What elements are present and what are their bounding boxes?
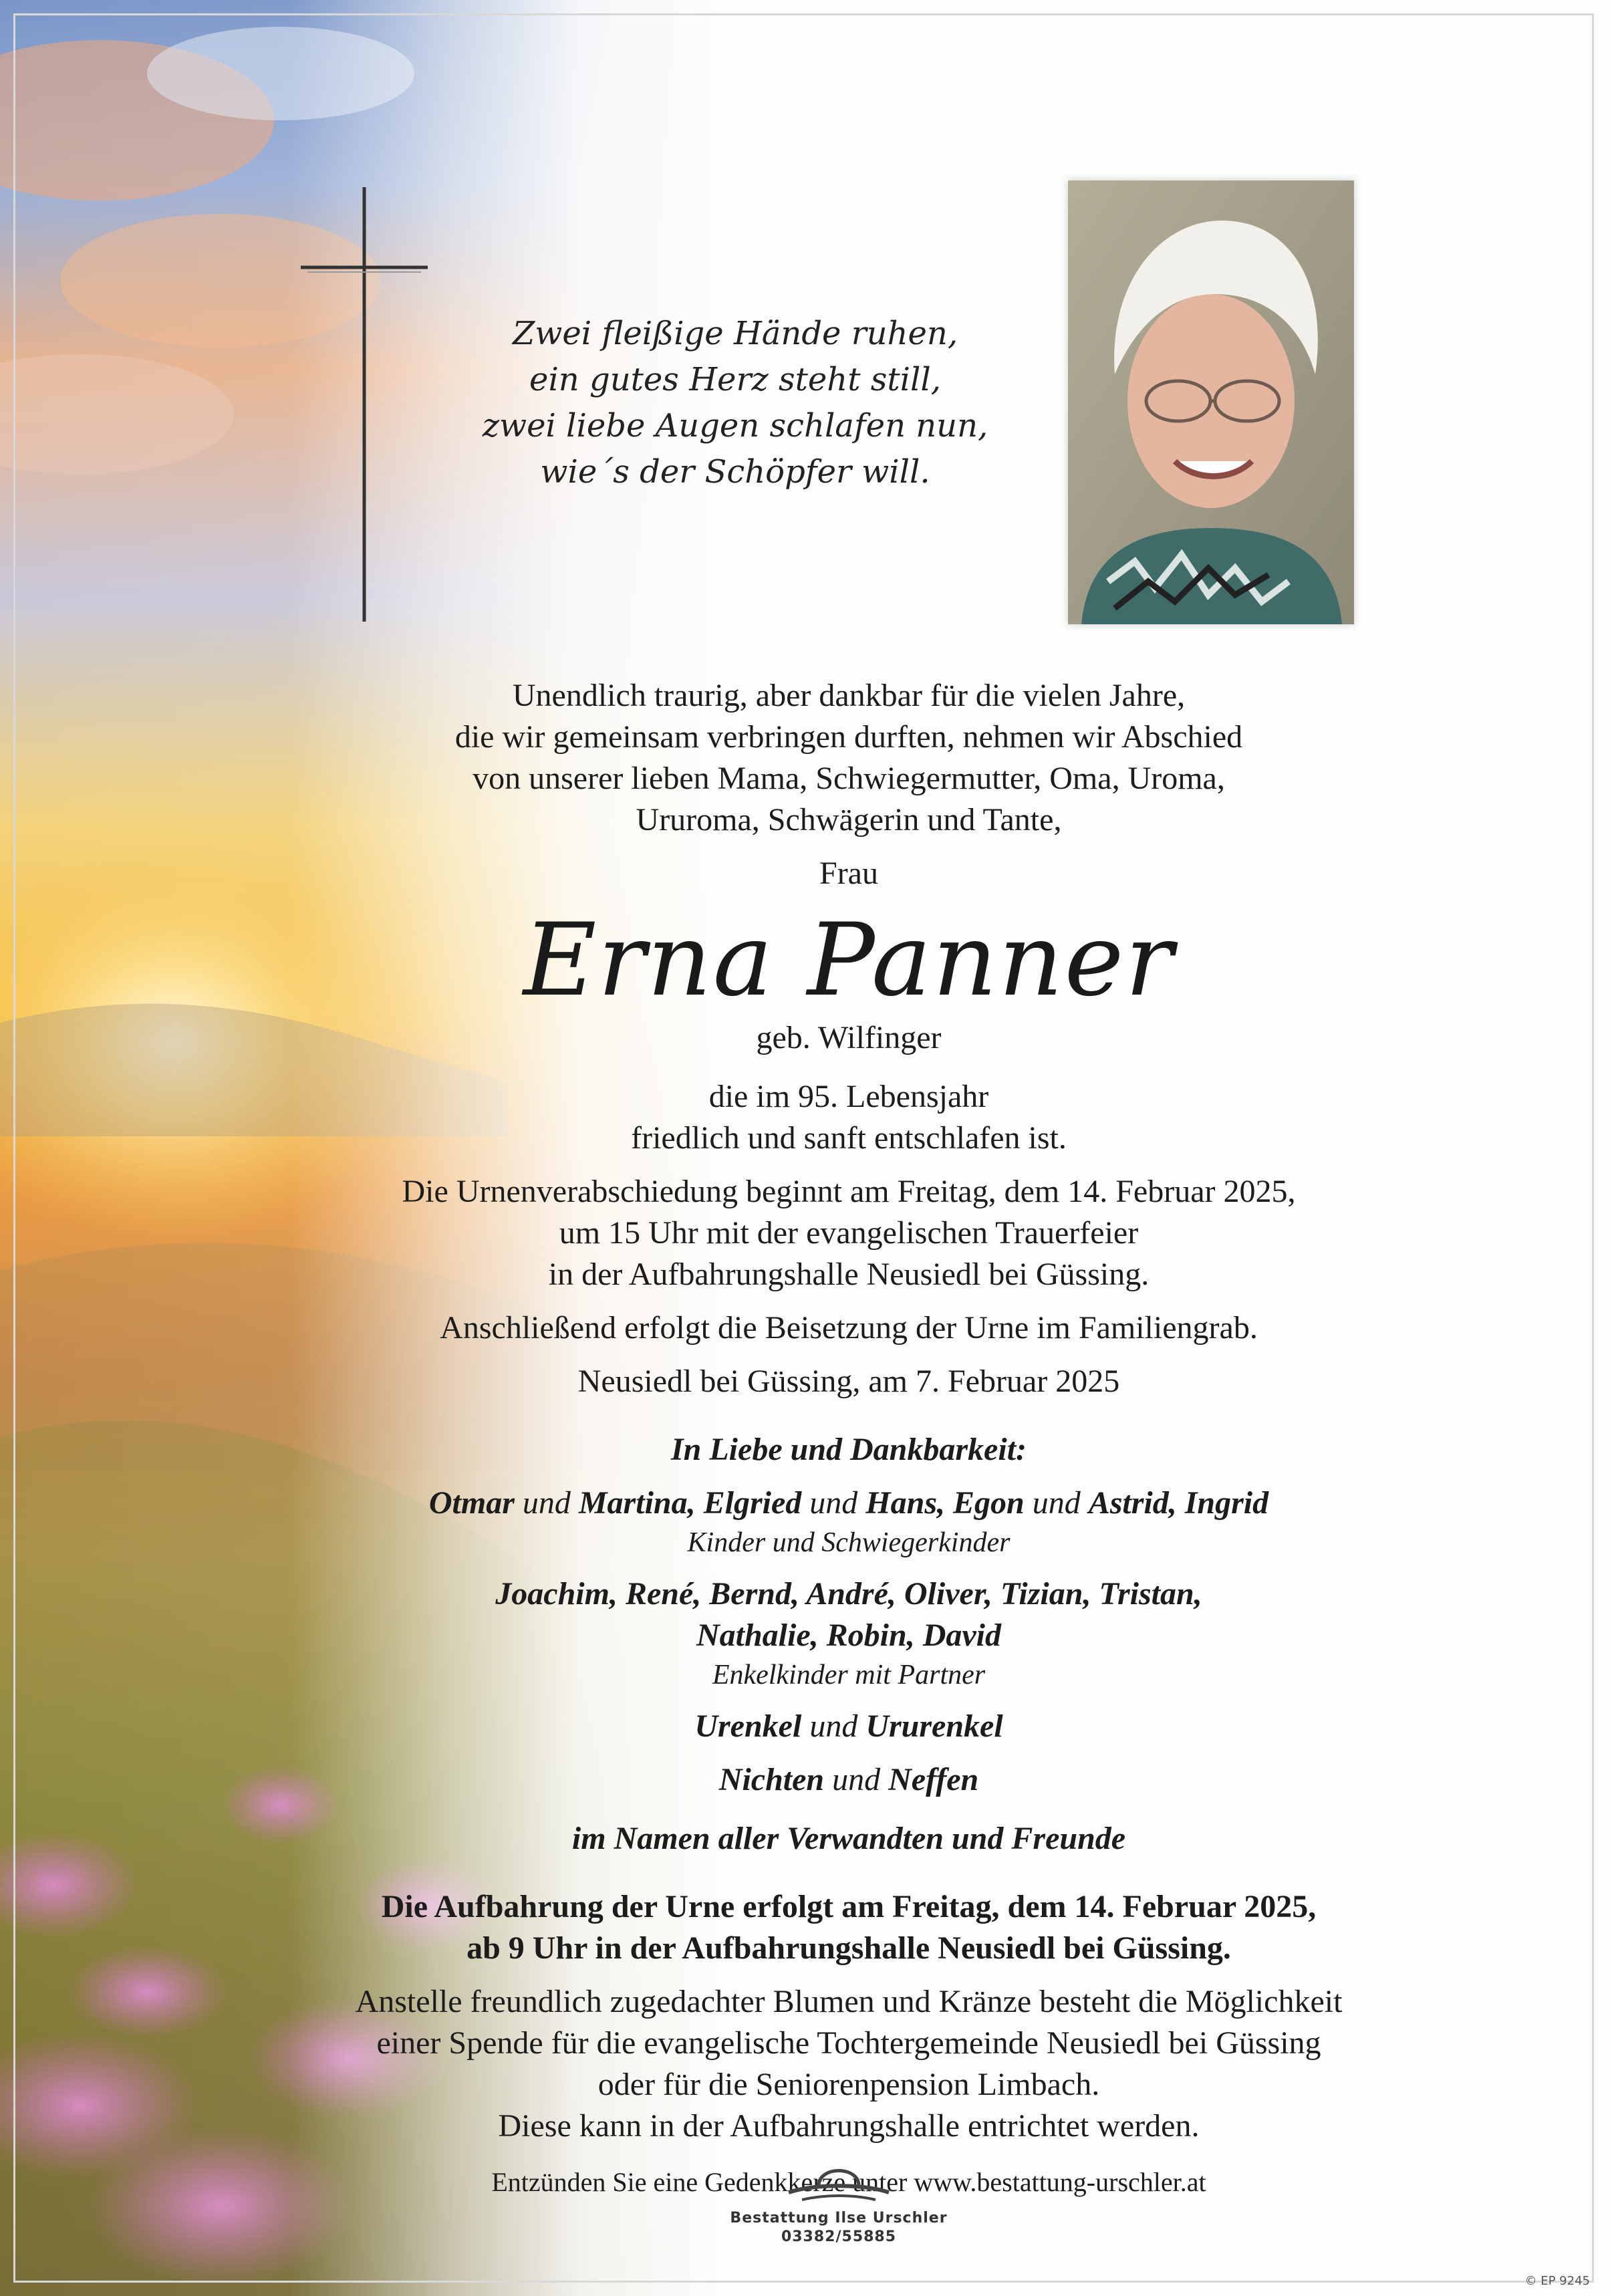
child-name: Astrid, Ingrid [1088,1485,1269,1521]
conjunction: und [522,1485,571,1521]
intro-line: Ururoma, Schwägerin und Tante, [636,802,1062,838]
portrait-photo [1068,180,1354,624]
age-line: friedlich und sanft entschlafen ist. [631,1120,1067,1156]
logo-icon [782,2156,896,2209]
relation-label: Neffen [888,1762,979,1797]
viewing-line: Die Aufbahrung der Urne erfolgt am Freitag, dem 14. Februar 2025, [381,1889,1317,1924]
relation-label: Nichten [718,1762,825,1797]
deceased-name: Erna Panner [523,902,1175,1019]
memorial-candle-link[interactable]: Entzünden Sie eine Gedenkkerze unter www.bestattung-urschler.at [491,2167,1206,2197]
donation-line: einer Spende für die evangelische Tochtergemeinde Neusiedl bei Güssing [376,2025,1321,2061]
funeral-home-logo [728,2156,949,2263]
mourners-title: In Liebe und Dankbarkeit: [670,1432,1027,1467]
child-name: Hans, Egon [865,1485,1025,1521]
nieces-nephews [281,1759,1417,1801]
obituary-body [281,675,1417,2200]
cross-icon [301,187,428,622]
conjunction: und [809,1708,858,1744]
relation-label: Ururenkel [865,1708,1003,1744]
child-name: Martina, Elgried [578,1485,802,1521]
poem-line: zwei liebe Augen schlafen nun, [482,407,988,444]
intro-line: die wir gemeinsam verbringen durften, nehmen wir Abschied [454,719,1243,755]
grandchildren-role: Enkelkinder mit Partner [712,1660,986,1690]
relation-label: Urenkel [694,1708,802,1744]
poem-line: wie´s der Schöpfer will. [540,453,930,491]
funeral-home-phone: 03382/55885 [781,2228,897,2245]
on-behalf-line: im Namen aller Verwandten und Freunde [571,1821,1126,1856]
poem-line: Zwei fleißige Hände ruhen, [512,315,958,352]
conjunction: und [809,1485,858,1521]
age-line: die im 95. Lebensjahr [708,1079,989,1114]
donation-line: oder für die Seniorenpension Limbach. [597,2067,1100,2102]
memorial-poem [414,311,1056,495]
conjunction: und [832,1762,881,1797]
children-names [281,1483,1417,1524]
ceremony-line: Die Urnenverabschiedung beginnt am Freitag, dem 14. Februar 2025, [402,1174,1296,1209]
viewing-line: ab 9 Uhr in der Aufbahrungshalle Neusiedl bei Güssing. [466,1930,1231,1966]
document-code: © EP 9245 [1524,2274,1590,2288]
intro-line: Unendlich traurig, aber dankbar für die vielen Jahre, [512,678,1186,713]
donation-line: Diese kann in der Aufbahrungshalle entrichtet werden. [498,2108,1200,2144]
grandchildren-names: Joachim, René, Bernd, André, Oliver, Tizian, Tristan, [495,1576,1202,1612]
salutation: Frau [819,856,878,891]
funeral-home-name: Bestattung Ilse Urschler [730,2210,948,2226]
place-date: Neusiedl bei Güssing, am 7. Februar 2025 [577,1364,1120,1399]
ceremony-line: in der Aufbahrungshalle Neusiedl bei Güssing. [548,1257,1150,1292]
great-grandchildren [281,1706,1417,1747]
children-role: Kinder und Schwiegerkinder [687,1527,1011,1558]
grandchildren-names: Nathalie, Robin, David [696,1618,1002,1653]
ceremony-line: um 15 Uhr mit der evangelischen Trauerfeier [559,1215,1139,1251]
maiden-name: geb. Wilfinger [756,1020,942,1055]
child-name: Otmar [428,1485,515,1521]
intro-line: von unserer lieben Mama, Schwiegermutter, Oma, Uroma, [473,761,1225,796]
burial-line: Anschließend erfolgt die Beisetzung der Urne im Familiengrab. [440,1310,1258,1346]
poem-line: ein gutes Herz steht still, [529,361,941,398]
conjunction: und [1032,1485,1081,1521]
donation-line: Anstelle freundlich zugedachter Blumen und Kränze besteht die Möglichkeit [355,1984,1343,2019]
